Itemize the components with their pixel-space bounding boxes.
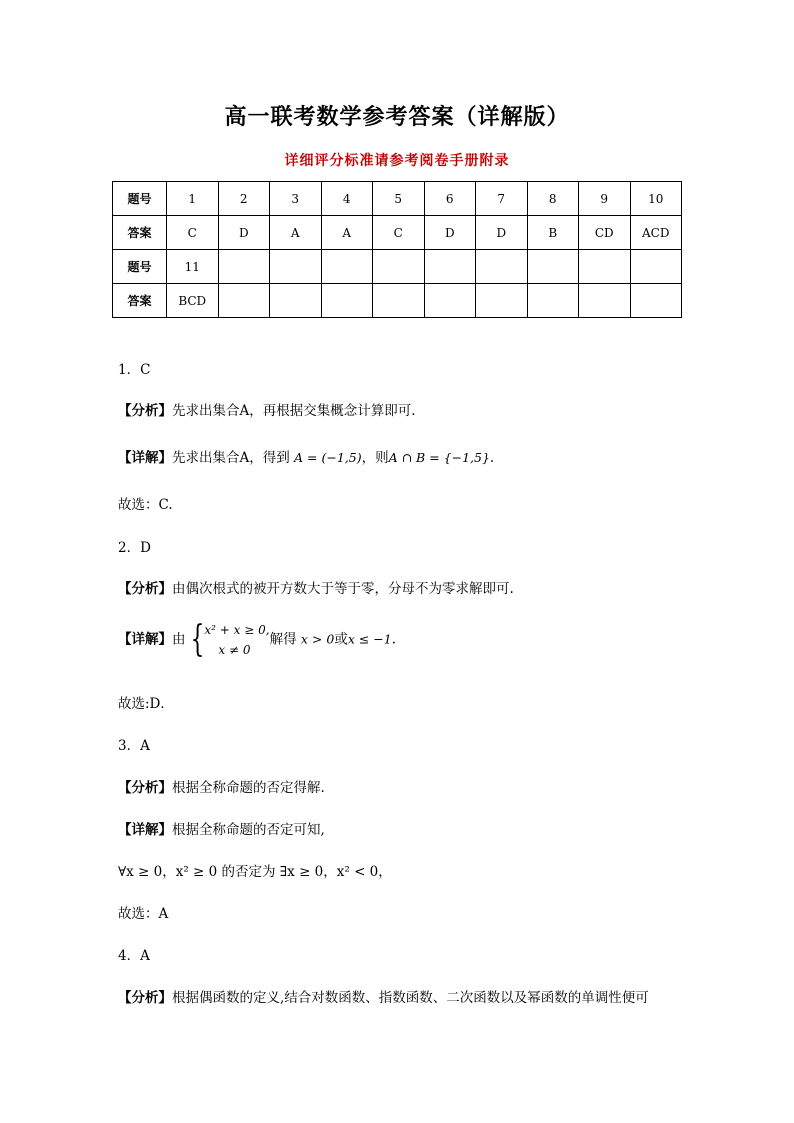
table-row-header: 答案 xyxy=(113,216,167,250)
table-cell: 3 xyxy=(270,182,322,216)
q2-heading: 2．D xyxy=(118,540,151,556)
q1-detail-text-c: . xyxy=(489,450,495,466)
table-cell xyxy=(476,284,528,318)
q1-heading: 1．C xyxy=(118,362,151,378)
table-cell: ACD xyxy=(630,216,682,250)
table-cell: C xyxy=(167,216,219,250)
table-row-header: 题号 xyxy=(113,182,167,216)
table-cell xyxy=(630,284,682,318)
table-cell xyxy=(321,250,373,284)
table-row xyxy=(113,250,682,284)
table-cell: 1 xyxy=(167,182,219,216)
page-title: 高一联考数学参考答案（详解版） xyxy=(224,104,570,130)
q2-choice: 故选:D． xyxy=(118,696,174,712)
q2-math-1: x > 0 xyxy=(300,631,335,647)
q3-analysis-text: 根据全称命题的否定得解. xyxy=(172,780,325,796)
q2-detail-text-b: 解得 xyxy=(269,631,297,648)
table-cell xyxy=(373,284,425,318)
table-row-header: 答案 xyxy=(113,284,167,318)
q1-detail-text-a: 先求出集合A，得到 xyxy=(172,450,290,466)
table-cell: D xyxy=(476,216,528,250)
table-cell: BCD xyxy=(167,284,219,318)
q2-detail-text-c: 或 xyxy=(334,631,348,648)
table-cell xyxy=(527,250,579,284)
system-line-2: x ≠ 0 xyxy=(218,643,251,657)
table-cell: D xyxy=(424,216,476,250)
table-cell: A xyxy=(321,216,373,250)
q4-analysis-text: 根据偶函数的定义,结合对数函数、指数函数、二次函数以及幂函数的单调性便可 xyxy=(172,990,649,1006)
table-cell: 7 xyxy=(476,182,528,216)
detail-tag: 【详解】 xyxy=(118,631,172,648)
table-cell: A xyxy=(270,216,322,250)
q4-heading: 4．A xyxy=(118,948,150,964)
table-row-header: 题号 xyxy=(113,250,167,284)
analysis-tag: 【分析】 xyxy=(118,403,172,419)
analysis-tag: 【分析】 xyxy=(118,581,172,597)
q1-math-1: A = (−1,5) xyxy=(294,450,362,465)
answer-table xyxy=(112,181,682,318)
table-cell: 2 xyxy=(218,182,270,216)
q2-detail xyxy=(118,620,396,660)
table-cell xyxy=(218,250,270,284)
q1-analysis-text: 先求出集合A，再根据交集概念计算即可. xyxy=(172,403,416,419)
table-cell xyxy=(630,250,682,284)
table-row xyxy=(113,216,682,250)
q1-detail-text-b: ，则 xyxy=(361,450,389,466)
table-cell: CD xyxy=(579,216,631,250)
q3-heading: 3．A xyxy=(118,738,150,754)
table-cell xyxy=(424,250,476,284)
table-cell xyxy=(579,284,631,318)
q3-choice: 故选：A xyxy=(118,906,169,922)
q3-detail xyxy=(118,818,325,838)
table-cell xyxy=(476,250,528,284)
table-cell: 4 xyxy=(321,182,373,216)
detail-tag: 【详解】 xyxy=(118,450,172,466)
q2-detail-text-d: . xyxy=(391,631,397,648)
table-cell: 6 xyxy=(424,182,476,216)
q1-detail xyxy=(118,446,494,466)
q2-analysis-text: 由偶次根式的被开方数大于等于零，分母不为零求解即可. xyxy=(172,581,514,597)
q3-detail-text: 根据全称命题的否定可知, xyxy=(172,822,325,838)
q3-analysis xyxy=(118,776,325,796)
table-cell: 10 xyxy=(630,182,682,216)
table-cell xyxy=(270,284,322,318)
analysis-tag: 【分析】 xyxy=(118,990,172,1006)
detail-tag: 【详解】 xyxy=(118,822,172,838)
analysis-tag: 【分析】 xyxy=(118,780,172,796)
q3-negation-line: ∀x ≥ 0，x² ≥ 0 的否定为 ∃x ≥ 0，x² < 0， xyxy=(118,864,392,880)
equation-system xyxy=(186,620,270,660)
q1-analysis xyxy=(118,399,416,419)
q2-math-2: x ≤ −1 xyxy=(347,631,392,647)
table-cell xyxy=(270,250,322,284)
page-subtitle: 详细评分标准请参考阅卷手册附录 xyxy=(284,153,510,169)
q2-analysis xyxy=(118,577,514,597)
table-cell xyxy=(424,284,476,318)
table-cell: C xyxy=(373,216,425,250)
table-cell xyxy=(373,250,425,284)
q2-detail-text-a: 由 xyxy=(172,631,186,648)
table-row xyxy=(113,182,682,216)
table-cell xyxy=(579,250,631,284)
table-cell xyxy=(527,284,579,318)
table-cell: 11 xyxy=(167,250,219,284)
table-cell: B xyxy=(527,216,579,250)
table-cell: 8 xyxy=(527,182,579,216)
table-cell xyxy=(321,284,373,318)
table-cell: 5 xyxy=(373,182,425,216)
table-cell: 9 xyxy=(579,182,631,216)
q1-math-2: A ∩ B = {−1,5} xyxy=(388,450,490,465)
system-line-1: x² + x ≥ 0, xyxy=(204,623,270,637)
table-row xyxy=(113,284,682,318)
table-cell: D xyxy=(218,216,270,250)
brace-icon: { xyxy=(190,619,204,660)
table-cell xyxy=(218,284,270,318)
q4-analysis xyxy=(118,986,649,1006)
q1-choice: 故选：C. xyxy=(118,497,173,513)
